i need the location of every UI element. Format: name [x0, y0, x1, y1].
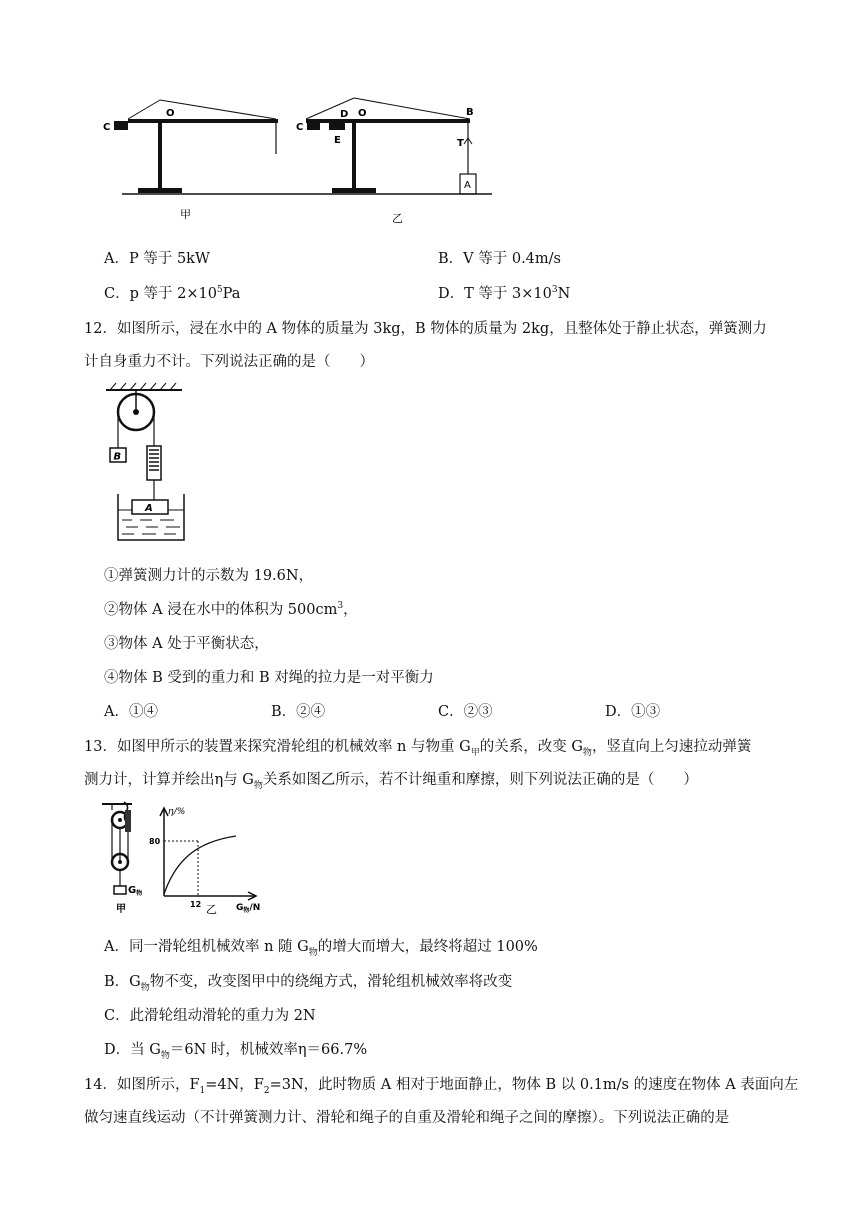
q14-line1-c: =3N，此时物质 A 相对于地面静止，物体 B 以 0.1m/s 的速度在物体 A 表面向左: [269, 1077, 799, 1093]
q13-option-d-a: D．当 G: [104, 1042, 161, 1058]
q11-option-c-text: C．p 等于 2×10: [104, 286, 217, 302]
crane2-label-a: A: [464, 180, 471, 191]
crane-yi: [296, 98, 476, 194]
q13-stem-line2: [84, 768, 698, 791]
q11-option-d-exp: 3: [551, 285, 558, 295]
graph-x-tick-12: 12: [190, 900, 202, 909]
q14-stem-line2: 做匀速直线运动（不计弹簧测力计、滑轮和绳子的自重及滑轮和绳子之间的摩擦）。下列说法正确的是: [84, 1110, 730, 1126]
q12-statement-2-end: ，: [343, 602, 358, 618]
q13-option-a-sub: 物: [308, 947, 318, 958]
q13-line1-b: 的关系，改变 G: [479, 739, 583, 755]
label-jia: 甲: [180, 208, 191, 221]
crane2-label-o: O: [358, 108, 367, 119]
q11-option-b[interactable]: B．V 等于 0.4m/s: [438, 251, 561, 267]
crane1-label-c: C: [103, 122, 111, 133]
block-a-label: A: [145, 503, 153, 514]
q12-statement-2: [104, 598, 358, 619]
crane2-label-t: T: [457, 138, 464, 149]
q13-stem-line1: [84, 735, 751, 758]
q14-stem-line1: [84, 1073, 798, 1096]
q13-option-a-b: 的增大而增大，最终将超过 100%: [317, 939, 538, 955]
crane-jia: [103, 100, 278, 193]
q12-statement-2-exp: 3: [337, 601, 344, 611]
q12-option-d[interactable]: D．①③: [605, 704, 661, 720]
q13-option-b[interactable]: [104, 970, 512, 993]
q12-option-a[interactable]: A．①④: [104, 704, 158, 720]
graph-y-tick-80: 80: [149, 837, 161, 846]
q12-statement-1: ①弹簧测力计的示数为 19.6N，: [104, 568, 314, 584]
q12-option-c[interactable]: C．②③: [438, 704, 493, 720]
q13-option-b-b: 物不变，改变图甲中的绕绳方式，滑轮组机械效率将改变: [149, 974, 513, 990]
q11-option-c-exp: 5: [216, 285, 223, 295]
crane1-label-o: O: [166, 108, 175, 119]
q11-option-a[interactable]: A．P 等于 5kW: [104, 251, 210, 267]
label-jia-13: 甲: [116, 904, 126, 915]
q13-line2-sub: 物: [253, 780, 263, 791]
q11-option-d[interactable]: [438, 282, 570, 303]
label-yi: 乙: [392, 212, 403, 225]
crane2-label-e: E: [334, 135, 341, 146]
block-b-label: B: [113, 451, 122, 463]
pulley-spring-figure: [104, 382, 204, 547]
q12-option-b[interactable]: B．②④: [271, 704, 326, 720]
q13-option-d-b: ＝6N 时，机械效率η＝66.7%: [169, 1042, 368, 1058]
graph-x-axis-label: $G_物/N$: [236, 903, 261, 914]
q13-option-d-sub: 物: [160, 1050, 170, 1061]
q12-statement-2-text: ②物体 A 浸在水中的体积为 500cm: [104, 602, 338, 618]
pulley-block-figure: [98, 800, 160, 918]
label-yi-13: 乙: [206, 903, 217, 916]
q13-option-c[interactable]: C．此滑轮组动滑轮的重力为 2N: [104, 1008, 316, 1024]
q13-line1-sub2: 物: [582, 747, 592, 758]
q13-option-b-a: B．G: [104, 974, 141, 990]
q13-line1-sub1: 甲: [470, 747, 480, 758]
q11-option-d-text: D．T 等于 3×10: [438, 286, 552, 302]
q12-statement-3: ③物体 A 处于平衡状态，: [104, 636, 269, 652]
q13-line2-a: 测力计，计算并绘出η与 G: [84, 772, 254, 788]
q13-option-b-sub: 物: [140, 982, 150, 993]
q13-option-a-a: A．同一滑轮组机械效率 n 随 G: [104, 939, 309, 955]
q12-stem-line1: 12．如图所示，浸在水中的 A 物体的质量为 3kg，B 物体的质量为 2kg，且整体处于静止状态，弹簧测力: [84, 321, 767, 337]
crane2-label-d: D: [340, 109, 349, 120]
q13-line1-c: ，竖直向上匀速拉动弹簧: [591, 739, 752, 755]
crane2-label-b: B: [466, 107, 474, 118]
efficiency-curve: [164, 836, 236, 894]
q11-option-d-unit: N: [557, 286, 571, 302]
q13-line1-a: 13．如图甲所示的装置来探究滑轮组的机械效率 n 与物重 G: [84, 739, 471, 755]
q14-line1-sub2: 2: [263, 1085, 270, 1096]
efficiency-graph: [149, 800, 268, 918]
crane-figure: [100, 88, 500, 228]
q11-option-c-unit: Pa: [222, 286, 241, 302]
q14-line1-b: =4N，F: [205, 1077, 264, 1093]
q14-line1-a: 14．如图所示，F: [84, 1077, 200, 1093]
q13-line2-b: 关系如图乙所示，若不计绳重和摩擦，则下列说法正确的是（ ）: [262, 772, 698, 788]
q14-line1-sub1: 1: [199, 1085, 206, 1096]
q13-option-a[interactable]: [104, 935, 538, 958]
q12-stem-line2: 计自身重力不计。下列说法正确的是（ ）: [84, 354, 374, 370]
q12-statement-4: ④物体 B 受到的重力和 B 对绳的拉力是一对平衡力: [104, 670, 434, 686]
q13-option-d[interactable]: [104, 1038, 367, 1061]
g-wu-label: $G_物$: [128, 885, 143, 897]
q11-option-c[interactable]: [104, 282, 240, 303]
graph-y-axis-label: η/%: [168, 807, 186, 817]
crane2-label-c: C: [296, 122, 304, 133]
